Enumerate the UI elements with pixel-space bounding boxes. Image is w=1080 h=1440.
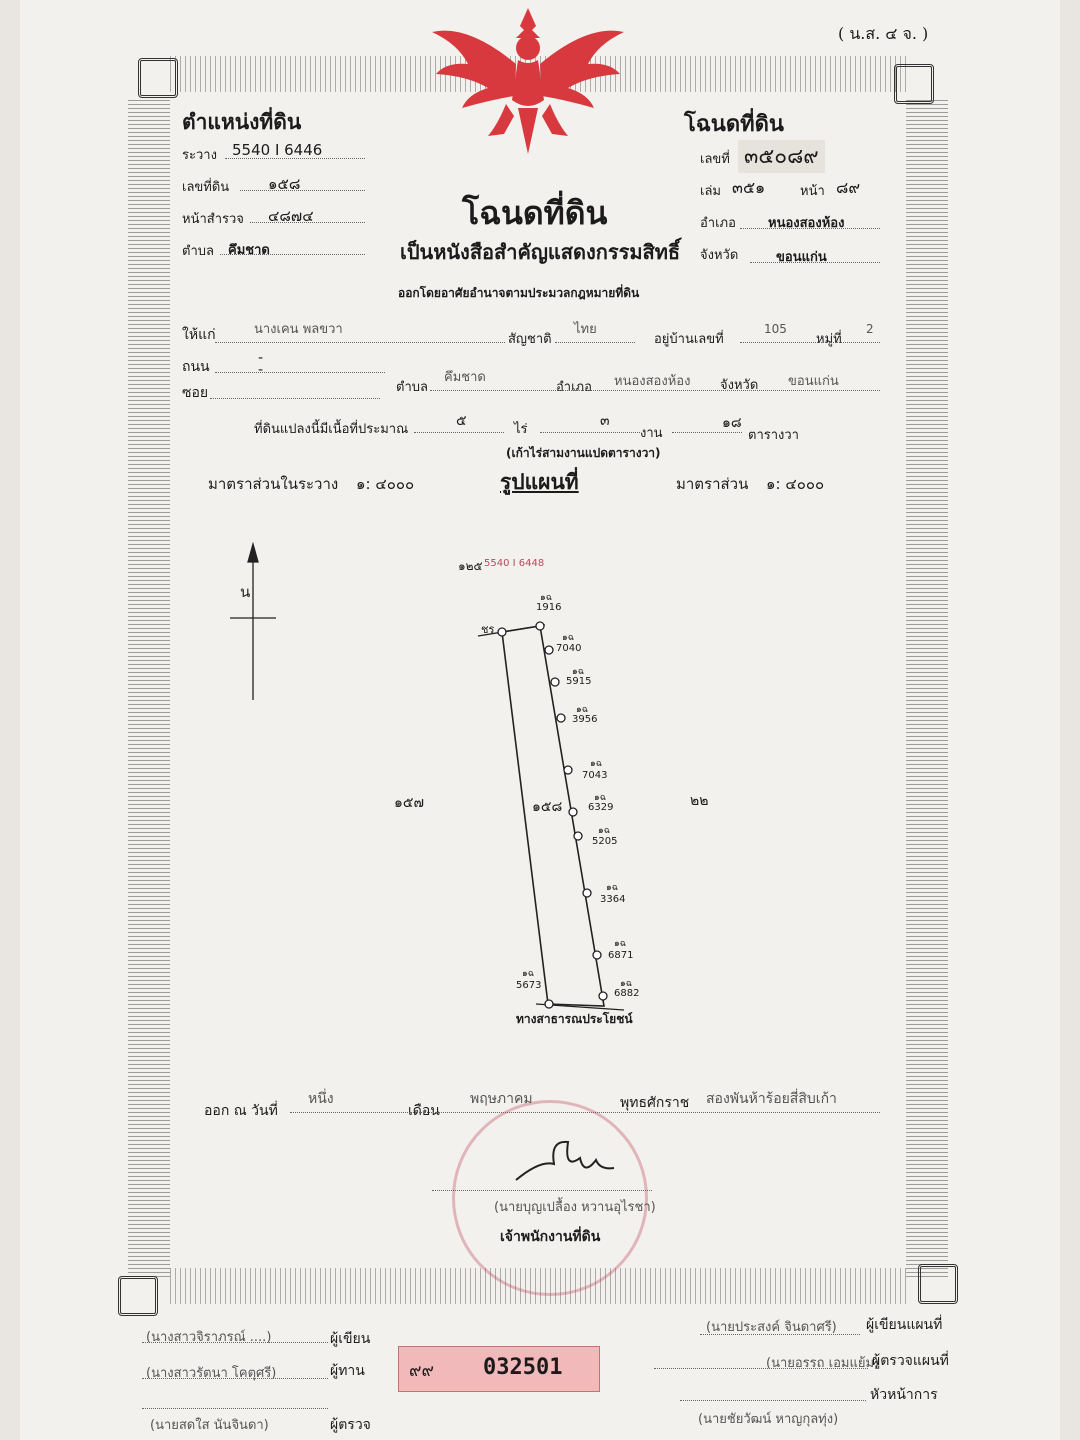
amphoe-header-label: อำเภอ	[700, 216, 736, 231]
soi-label: ซอย	[182, 385, 209, 401]
issue-date-label: ออก ณ วันที่	[204, 1103, 278, 1119]
map-section-title: รูปแผนที่	[500, 469, 579, 494]
rai-value: ๕	[456, 413, 467, 429]
ngan-label: งาน	[640, 426, 663, 441]
serial-prefix: ๙๙	[409, 1361, 434, 1381]
province-header-value: ขอนแก่น	[776, 250, 827, 265]
tambon-value: คึมชาด	[228, 243, 270, 258]
area-intro: ที่ดินแปลงนี้มีเนื้อที่ประมาณ	[254, 422, 409, 437]
moo-label: หมู่ที่	[816, 332, 842, 347]
road-name-label: ทางสาธารณประโยชน์	[516, 1012, 633, 1026]
writer-line	[142, 1342, 328, 1343]
given-to-label: ให้แก่	[182, 327, 216, 343]
map-scale-right-value: ๑: ๔๐๐๐	[766, 475, 825, 493]
deed-no-value: ๓๕๐๘๙	[738, 140, 825, 173]
survey-page-value: ๔๘๗๔	[268, 207, 314, 225]
issue-date-value: หนึ่ง	[308, 1091, 334, 1107]
moo-value: 2	[866, 322, 874, 336]
nationality-value: ไทย	[574, 322, 597, 337]
issue-year-value: สองพันห้าร้อยสี่สิบเก้า	[706, 1091, 837, 1107]
serial-number-box	[398, 1346, 600, 1392]
page-label: หน้า	[800, 184, 825, 199]
owner-province-label: จังหวัด	[720, 378, 759, 393]
sheet-ref: 5540 I 6448	[484, 558, 545, 569]
rawang-value: 5540 I 6446	[232, 141, 323, 159]
map-checker-role: ผู้ตรวจแผนที่	[872, 1353, 949, 1369]
checker-line	[142, 1378, 328, 1379]
writer-name: (นางสาวจิราภรณ์ ....)	[146, 1330, 272, 1345]
map-writer-line	[700, 1334, 860, 1335]
page-value: ๘๙	[836, 178, 861, 197]
north-arrow-head	[248, 544, 258, 562]
north-label: น	[240, 583, 251, 601]
officer-name: (นายบุญเปลื้อง หวานอุไรชา)	[494, 1200, 656, 1215]
book-value: ๓๕๑	[732, 178, 766, 197]
issue-year-label: พุทธศักราช	[620, 1095, 690, 1111]
officer-signature-icon	[510, 1130, 620, 1190]
deed-no-label: เลขที่	[700, 152, 730, 167]
survey-page-label: หน้าสำรวจ	[182, 212, 244, 227]
nationality-label: สัญชาติ	[508, 332, 552, 347]
land-no-value: ๑๕๘	[268, 175, 301, 193]
parcel-right-label: ๒๒	[690, 793, 709, 809]
map-scale-left-label: มาตราส่วนในระวาง	[208, 475, 339, 493]
tambon-label: ตำบล	[182, 244, 214, 259]
land-location-title: ตำแหน่งที่ดิน	[182, 109, 302, 134]
issued-by-text: ออกโดยอาศัยอำนาจตามประมวลกฎหมายที่ดิน	[398, 286, 640, 300]
map-writer-name: (นายประสงค์ จินดาศรี)	[706, 1320, 837, 1335]
owner-amphoe-label: อำเภอ	[556, 380, 592, 395]
map-writer-role: ผู้เขียนแผนที่	[866, 1317, 943, 1333]
ngan-value: ๓	[600, 413, 610, 429]
house-no-label: อยู่บ้านเลขที่	[654, 332, 724, 347]
book-label: เล่ม	[700, 184, 721, 199]
head-name: (นายชัยวัฒน์ หาญกุลทุ่ง)	[698, 1412, 839, 1427]
map-checker-name: (นายอรรถ เอมแย้ม)	[766, 1356, 880, 1371]
soi-value: -	[258, 362, 264, 378]
issue-month-label: เดือน	[408, 1103, 440, 1119]
writer-role: ผู้เขียน	[330, 1331, 371, 1347]
province-header-label: จังหวัด	[700, 248, 739, 263]
deed-header-title: โฉนดที่ดิน	[684, 111, 784, 137]
rawang-label: ระวาง	[182, 148, 217, 163]
officer-title: เจ้าพนักงานที่ดิน	[500, 1229, 601, 1245]
inspector-name: (นายสดใส นันจินดา)	[150, 1418, 269, 1433]
head-role: หัวหน้าการ	[870, 1387, 938, 1403]
document-title: โฉนดที่ดิน	[462, 194, 608, 232]
issue-month-value: พฤษภาคม	[470, 1091, 533, 1107]
owner-amphoe-value: หนองสองห้อง	[614, 374, 691, 389]
wa-value: ๑๘	[722, 415, 742, 431]
map-scale-left-value: ๑: ๔๐๐๐	[356, 475, 415, 493]
checker-name: (นางสาวรัตนา โคตุศรี)	[146, 1366, 277, 1381]
serial-number: 032501	[483, 1355, 563, 1380]
inspector-line	[142, 1408, 328, 1409]
road-value: -	[258, 350, 264, 366]
amphoe-header-value: หนองสองห้อง	[768, 216, 845, 231]
officer-signature-line	[432, 1190, 652, 1191]
inspector-role: ผู้ตรวจ	[330, 1417, 371, 1433]
parcel-center-label: ๑๕๘	[532, 799, 563, 815]
owner-tambon-label: ตำบล	[396, 380, 428, 395]
checker-role: ผู้ทาน	[330, 1363, 365, 1379]
road-label: ถนน	[182, 359, 210, 375]
house-no-value: 105	[764, 322, 787, 336]
corner-label: ชร	[481, 623, 495, 636]
rai-label: ไร่	[514, 422, 528, 437]
given-to-value: นางเคน พลขวา	[254, 322, 343, 337]
map-scale-right-label: มาตราส่วน	[676, 475, 749, 493]
head-line	[680, 1400, 866, 1401]
land-no-label: เลขที่ดิน	[182, 180, 230, 195]
document-subtitle: เป็นหนังสือสำคัญแสดงกรรมสิทธิ์	[400, 240, 681, 264]
parcel-left-label: ๑๕๗	[394, 795, 425, 811]
owner-tambon-value: คึมชาด	[444, 370, 486, 385]
map-checker-line	[654, 1368, 868, 1369]
wa-label: ตารางวา	[748, 428, 799, 443]
document-form-code: ( น.ส. ๔ จ. )	[838, 24, 929, 43]
owner-province-value: ขอนแก่น	[788, 374, 839, 389]
sheet-ref-prefix: ๑๒๕	[458, 559, 483, 573]
area-note: (เก้าไร่สามงานแปดตารางวา)	[506, 446, 661, 460]
